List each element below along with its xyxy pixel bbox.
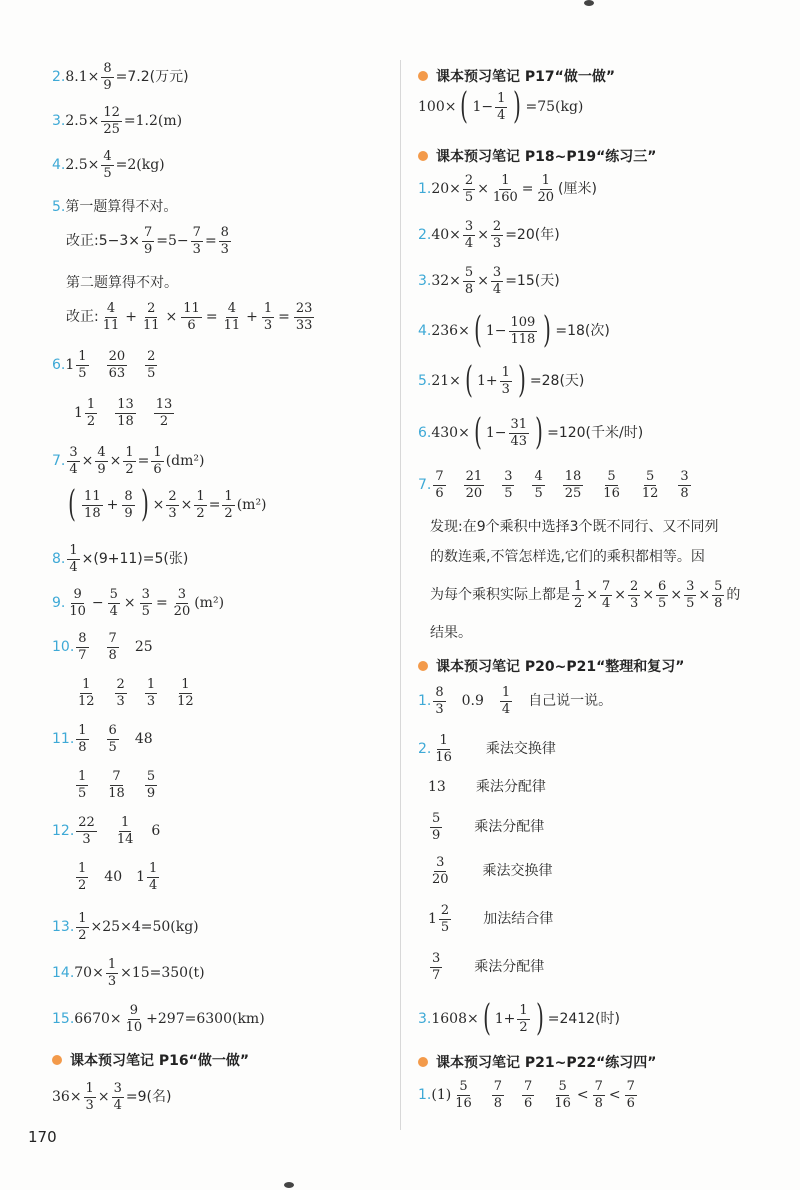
fraction: $\frac{1}{160}$: [492, 173, 518, 205]
fraction: $\frac{5}{12}$: [641, 469, 659, 501]
answer-6-row-2: 1 $\frac{1}{2}$ $\frac{13}{18}$ $\frac{13}{2}$: [74, 397, 173, 429]
fraction: $\frac{6}{5}$: [108, 723, 117, 755]
fraction: $\frac{1}{3}$: [263, 301, 273, 333]
section-header-p17: 课本预习笔记 P17“做一做”: [418, 66, 615, 86]
fraction: $\frac{7}{8}$: [108, 631, 117, 663]
fraction: $\frac{2}{5}$: [464, 173, 474, 205]
fraction: $\frac{2}{11}$: [143, 301, 160, 333]
fraction: $\frac{2}{3}$: [630, 579, 639, 611]
answer-4: 4. 2.5× $\frac{4}{5}$ =2(kg): [52, 149, 165, 181]
fraction: $\frac{7}{6}$: [626, 1079, 635, 1111]
fraction: $\frac{8}{9}$: [103, 61, 112, 93]
review-answer-2-row-4: $\frac{3}{20}$ 乘法交换律: [432, 855, 553, 887]
answer-5-line-1: 5. 第一题算得不对。: [52, 199, 178, 215]
fraction: $\frac{1}{4}$: [497, 91, 506, 123]
fraction: $\frac{5}{16}$: [455, 1079, 472, 1111]
fraction: $\frac{2}{3}$: [116, 677, 125, 709]
fraction: $\frac{3}{8}$: [680, 469, 689, 501]
fraction: $\frac{6}{5}$: [658, 579, 667, 611]
fraction: $\frac{7}{8}$: [594, 1079, 603, 1111]
answer-9: 9. $\frac{9}{10}$ − $\frac{5}{4}$ × $\frac{3}{5}$ = $\frac{3}{20}$ (m²): [52, 587, 225, 619]
answer-5-correction-1: 改正:5−3× $\frac{7}{9}$ =5− $\frac{7}{3}$ = $\frac{8}{3}$: [66, 225, 229, 257]
review-answer-2-row-2: 13 乘法分配律: [428, 779, 546, 795]
exercise-3-answer-6: 6. 430× ( 1− $\frac{31}{43}$ ) =120(千米/时): [418, 411, 644, 453]
fraction: $\frac{1}{16}$: [435, 733, 452, 765]
answer-11-row-2: [74, 770, 159, 800]
fraction: $\frac{1}{2}$: [196, 489, 205, 521]
fraction: $\frac{1}{5}$: [78, 349, 87, 381]
fraction: $\frac{7}{6}$: [435, 469, 444, 501]
fraction: $\frac{1}{2}$: [86, 397, 96, 429]
fraction: $\frac{7}{18}$: [108, 769, 125, 801]
bullet-dot-icon: [418, 71, 428, 81]
fraction: $\frac{7}{4}$: [602, 579, 611, 611]
fraction: $\frac{1}{20}$: [537, 173, 555, 205]
fraction: $\frac{13}{18}$: [117, 397, 134, 429]
answer-10-row-1: 10. $\frac{8}{7}$ $\frac{7}{8}$ 25: [52, 631, 153, 663]
answer-13: 13. $\frac{1}{2}$ ×25×4=50(kg): [52, 911, 199, 943]
answer-3: 3. 2.5× $\frac{12}{25}$ =1.2(m): [52, 105, 183, 137]
discovery-line-2: 的数连乘,不管怎样选,它们的乘积都相等。因: [430, 549, 705, 565]
fraction: $\frac{1}{2}$: [519, 1003, 528, 1035]
fraction: $\frac{5}{8}$: [464, 265, 474, 297]
review-answer-2-row-3: $\frac{5}{9}$ 乘法分配律: [432, 811, 545, 843]
bullet-dot-icon: [418, 151, 428, 161]
fraction: $\frac{13}{2}$: [155, 397, 173, 429]
fraction: $\frac{2}{5}$: [147, 349, 156, 381]
fraction: $\frac{8}{3}$: [220, 225, 229, 257]
answer-12-row-1: 12. $\frac{22}{3}$ $\frac{1}{14}$ 6: [52, 815, 161, 847]
fraction: $\frac{1}{14}$: [116, 815, 134, 847]
fraction: $\frac{5}{9}$: [146, 769, 156, 801]
review-answer-3: 3. 1608× ( 1+ $\frac{1}{2}$ ) =2412(时): [418, 997, 621, 1039]
fraction: $\frac{11}{6}$: [183, 301, 200, 333]
fraction: $\frac{1}{3}$: [85, 1081, 94, 1113]
review-answer-1: 1. $\frac{8}{3}$ 0.9 $\frac{1}{4}$ 自己说一说。: [418, 685, 613, 717]
review-answer-2-row-6: $\frac{3}{7}$ 乘法分配律: [432, 951, 545, 983]
discovery-line-4: 结果。: [430, 625, 472, 641]
fraction: $\frac{5}{16}$: [603, 469, 620, 501]
fraction: $\frac{7}{9}$: [144, 225, 153, 257]
fraction: $\frac{1}{3}$: [107, 957, 117, 989]
fraction: $\frac{4}{5}$: [534, 469, 543, 501]
column-divider: [400, 60, 401, 1130]
discovery-line-1: 发现:在9个乘积中选择3个既不同行、又不同列: [430, 519, 719, 535]
fraction: $\frac{11}{18}$: [84, 489, 101, 521]
fraction: $\frac{4}{5}$: [103, 149, 112, 181]
fraction: $\frac{12}{25}$: [103, 105, 120, 137]
fraction: $\frac{4}{11}$: [223, 301, 241, 333]
fraction: $\frac{1}{8}$: [78, 723, 87, 755]
bullet-dot-icon: [52, 1055, 62, 1065]
answer-6-row-1: 6. 1 $\frac{1}{5}$ $\frac{20}{63}$ $\frac{2}{5}$: [52, 349, 156, 381]
fraction: $\frac{1}{3}$: [501, 365, 510, 397]
fraction: $\frac{18}{25}$: [564, 469, 582, 501]
fraction: $\frac{31}{43}$: [510, 417, 528, 449]
fraction: $\frac{8}{3}$: [435, 685, 444, 717]
fraction: $\frac{5}{9}$: [432, 811, 441, 843]
answer-11-row-1: 11. $\frac{1}{8}$ $\frac{6}{5}$ 48: [52, 723, 153, 755]
fraction: $\frac{2}{3}$: [492, 219, 502, 251]
fraction: $\frac{3}{4}$: [113, 1081, 122, 1113]
answer-5-correction-2: 改正: $\frac{4}{11}$ + $\frac{2}{11}$ × $\frac{11}{6}$ = $\frac{4}{11}$ + $\frac{1}{3}$ = $\frac{23}{33}$: [66, 301, 313, 333]
fraction: $\frac{7}{3}$: [192, 225, 201, 257]
fraction: $\frac{109}{118}$: [510, 315, 536, 347]
fraction: $\frac{1}{2}$: [574, 579, 583, 611]
fraction: $\frac{3}{4}$: [69, 445, 78, 477]
answer-10-row-2: [74, 678, 198, 708]
fraction: $\frac{1}{4}$: [149, 861, 158, 893]
fraction: $\frac{23}{33}$: [295, 301, 313, 333]
fraction: $\frac{1}{6}$: [153, 445, 162, 477]
fraction: $\frac{3}{5}$: [141, 587, 150, 619]
fraction: $\frac{1}{2}$: [224, 489, 233, 521]
answer-15: 15. 6670× $\frac{9}{10}$ +297=6300(km): [52, 1003, 265, 1035]
fraction: $\frac{7}{6}$: [524, 1079, 533, 1111]
fraction: $\frac{9}{10}$: [69, 587, 86, 619]
exercise-3-answer-1: 1. 20× $\frac{2}{5}$ × $\frac{1}{160}$ = $\frac{1}{20}$ (厘米): [418, 173, 597, 205]
fraction: $\frac{1}{2}$: [78, 861, 87, 893]
fraction: $\frac{3}{7}$: [432, 951, 441, 983]
exercise-3-answer-3: 3. 32× $\frac{5}{8}$ × $\frac{3}{4}$ =15(天): [418, 265, 560, 297]
fraction: $\frac{8}{7}$: [78, 631, 87, 663]
answer-14: 14. 70× $\frac{1}{3}$ ×15=350(t): [52, 957, 205, 989]
fraction: $\frac{4}{9}$: [97, 445, 106, 477]
fraction: $\frac{1}{4}$: [501, 685, 511, 717]
exercise-3-answer-2: 2. 40× $\frac{3}{4}$ × $\frac{2}{3}$ =20(年): [418, 219, 560, 251]
fraction: $\frac{7}{8}$: [493, 1079, 503, 1111]
section-header-p18: 课本预习笔记 P18~P19“练习三”: [418, 146, 657, 166]
exercise-3-answer-5: 5. 21× ( 1+ $\frac{1}{3}$ ) =28(天): [418, 359, 585, 401]
fraction: $\frac{3}{20}$: [173, 587, 191, 619]
fraction: $\frac{9}{10}$: [125, 1003, 143, 1035]
fraction: $\frac{20}{63}$: [108, 349, 126, 381]
answer-7-line-1: 7. $\frac{3}{4}$ × $\frac{4}{9}$ × $\frac{1}{2}$ = $\frac{1}{6}$ (dm²): [52, 445, 205, 477]
answer-p17: 100× ( 1− $\frac{1}{4}$ ) =75(kg): [418, 85, 584, 127]
fraction: $\frac{3}{4}$: [464, 219, 474, 251]
answer-2: 2. 8.1× $\frac{8}{9}$ =7.2(万元): [52, 61, 189, 93]
fraction: $\frac{3}{5}$: [504, 469, 513, 501]
fraction: $\frac{1}{2}$: [125, 445, 134, 477]
fraction: $\frac{8}{9}$: [124, 489, 133, 521]
exercise-3-answer-7: 7. $\frac{7}{6}$ $\frac{21}{20}$ $\frac{3}{5}$ $\frac{4}{5}$ $\frac{18}{25}$ $\frac{5}{16}$ $\frac{5}{12}$ $\frac{3}{8}$: [418, 469, 689, 501]
fraction: $\frac{1}{5}$: [78, 769, 87, 801]
review-answer-2-row-5: 1 $\frac{2}{5}$ 加法结合律: [428, 903, 554, 935]
fraction: $\frac{5}{16}$: [554, 1079, 571, 1111]
fraction: $\frac{5}{4}$: [109, 587, 118, 619]
exercise-4-answer-1: 1. (1) $\frac{5}{16}$ $\frac{7}{8}$ $\frac{7}{6}$ $\frac{5}{16}$ < $\frac{7}{8}$ < $\frac{7}{6}$: [418, 1079, 635, 1111]
fraction: $\frac{1}{3}$: [146, 677, 156, 709]
fraction: $\frac{3}{4}$: [492, 265, 502, 297]
discovery-line-3: 为每个乘积实际上都是 $\frac{1}{2}$ × $\frac{7}{4}$ × $\frac{2}{3}$ × $\frac{6}{5}$ × $\frac{3}{5}$ × $\frac{5}{8}$ 的: [430, 579, 741, 611]
binding-hole-bottom: [284, 1182, 294, 1188]
fraction: $\frac{1}{4}$: [69, 543, 78, 575]
fraction: $\frac{4}{11}$: [102, 301, 120, 333]
fraction: $\frac{1}{12}$: [78, 677, 95, 709]
fraction: $\frac{21}{20}$: [465, 469, 483, 501]
answer-5-line-2: 第二题算得不对。: [66, 275, 178, 291]
fraction: $\frac{2}{5}$: [440, 903, 450, 935]
fraction: $\frac{3}{5}$: [686, 579, 695, 611]
answer-12-row-2: $\frac{1}{2}$ 40 1 $\frac{1}{4}$: [78, 861, 158, 893]
fraction: $\frac{5}{8}$: [714, 579, 723, 611]
section-header-p16: 课本预习笔记 P16“做一做”: [52, 1050, 249, 1070]
answer-7-line-2: ( $\frac{11}{18}$ + $\frac{8}{9}$ ) × $\frac{2}{3}$ × $\frac{1}{2}$ = $\frac{1}{2}$ (m²): [68, 483, 267, 525]
bullet-dot-icon: [418, 661, 428, 671]
section-header-p21: 课本预习笔记 P21~P22“练习四”: [418, 1052, 657, 1072]
answer-8: 8. $\frac{1}{4}$ ×(9+11)=5(张): [52, 543, 189, 575]
fraction: $\frac{2}{3}$: [168, 489, 177, 521]
binding-hole-top: [584, 0, 594, 6]
fraction: $\frac{1}{12}$: [177, 677, 194, 709]
page-number: 170: [28, 1128, 57, 1146]
fraction: $\frac{22}{3}$: [78, 815, 95, 847]
fraction: $\frac{3}{20}$: [432, 855, 449, 887]
fraction: $\frac{1}{2}$: [78, 911, 87, 943]
exercise-3-answer-4: 4. 236× ( 1− $\frac{109}{118}$ ) =18(次): [418, 309, 610, 351]
section-header-p20: 课本预习笔记 P20~P21“整理和复习”: [418, 656, 685, 676]
answer-p16: 36× $\frac{1}{3}$ × $\frac{3}{4}$ =9(名): [52, 1081, 172, 1113]
review-answer-2-row-1: 2. $\frac{1}{16}$ 乘法交换律: [418, 733, 556, 765]
bullet-dot-icon: [418, 1057, 428, 1067]
